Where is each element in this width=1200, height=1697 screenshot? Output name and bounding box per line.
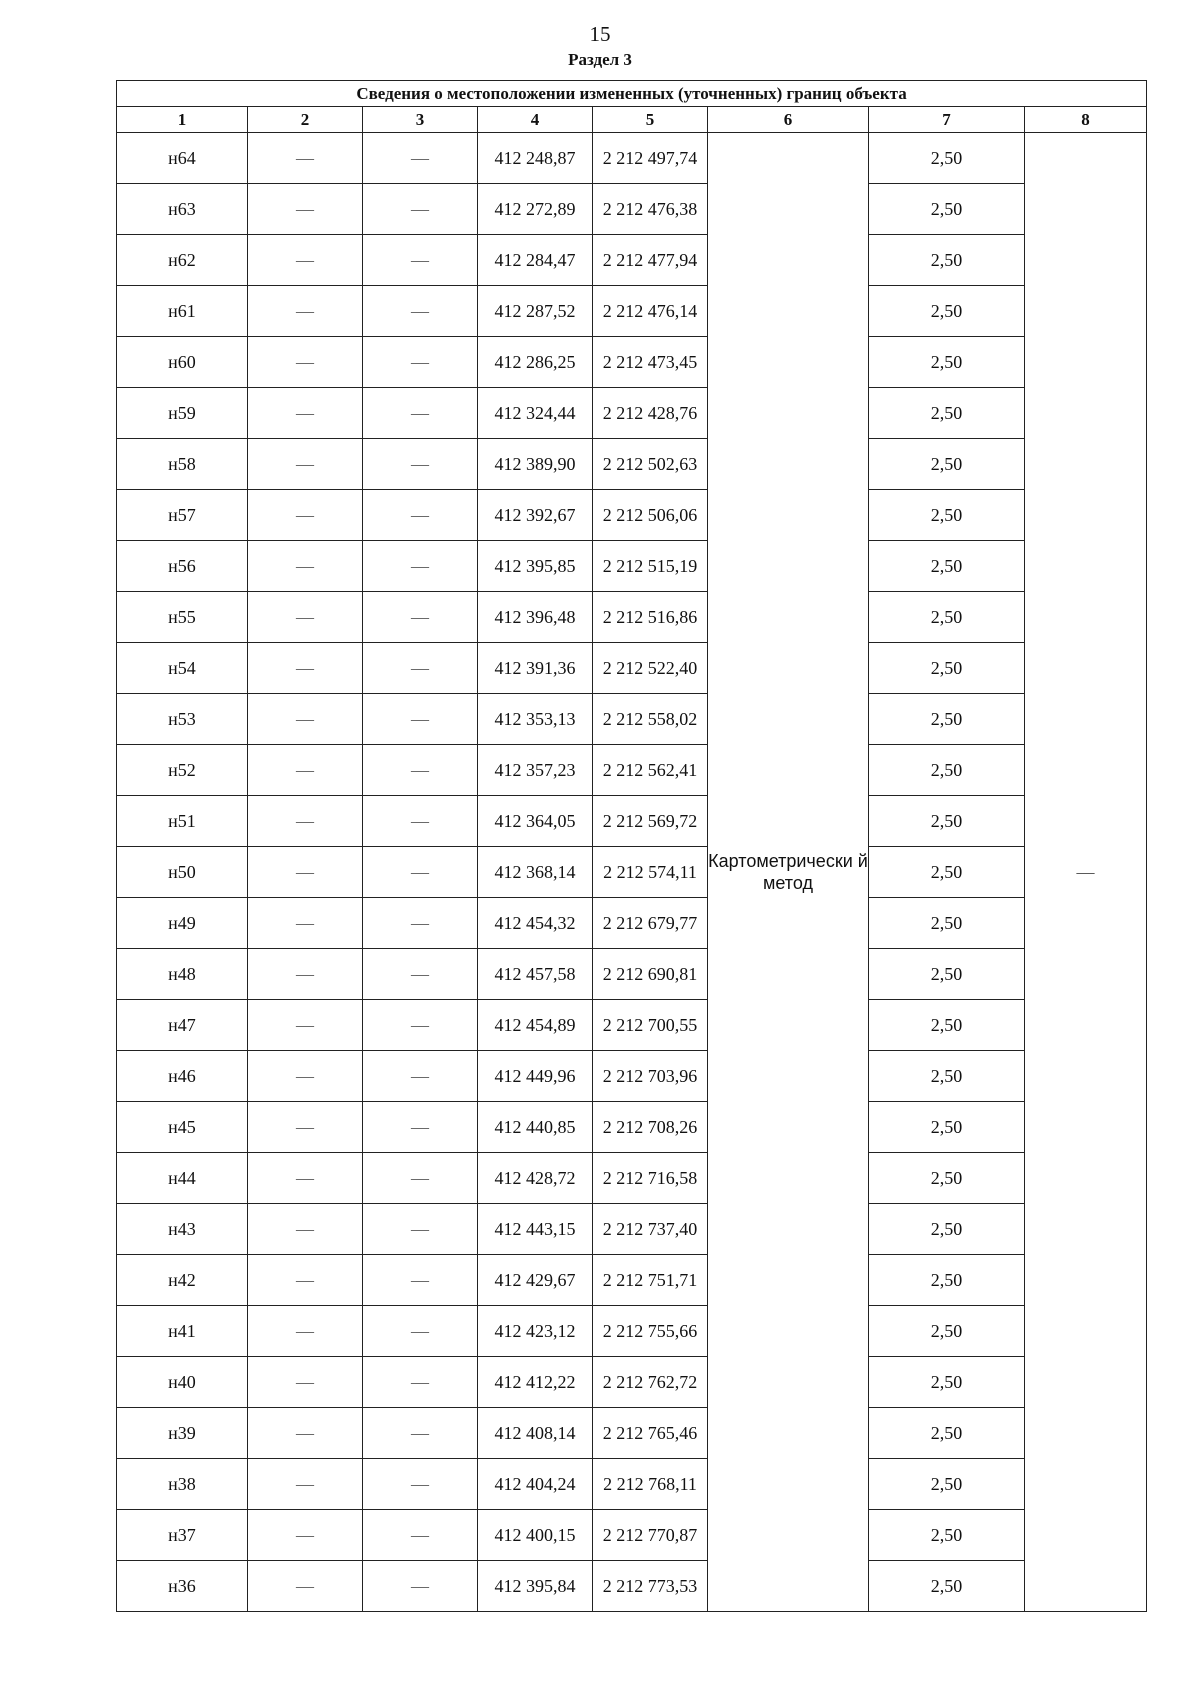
point-name: н43 bbox=[117, 1204, 248, 1255]
y-coordinate: 2 212 768,11 bbox=[593, 1459, 708, 1510]
x-coordinate: 412 440,85 bbox=[478, 1102, 593, 1153]
column-3-value: — bbox=[363, 1153, 478, 1204]
column-3-value: — bbox=[363, 1204, 478, 1255]
point-name: н50 bbox=[117, 847, 248, 898]
y-coordinate: 2 212 476,38 bbox=[593, 184, 708, 235]
x-coordinate: 412 392,67 bbox=[478, 490, 593, 541]
column-2-value: — bbox=[248, 847, 363, 898]
x-coordinate: 412 324,44 bbox=[478, 388, 593, 439]
column-3-value: — bbox=[363, 1459, 478, 1510]
y-coordinate: 2 212 700,55 bbox=[593, 1000, 708, 1051]
y-coordinate: 2 212 502,63 bbox=[593, 439, 708, 490]
column-2-value: — bbox=[248, 1000, 363, 1051]
y-coordinate: 2 212 773,53 bbox=[593, 1561, 708, 1612]
table-row bbox=[117, 1102, 1147, 1153]
y-coordinate: 2 212 708,26 bbox=[593, 1102, 708, 1153]
point-name: н59 bbox=[117, 388, 248, 439]
y-coordinate: 2 212 477,94 bbox=[593, 235, 708, 286]
table-row bbox=[117, 643, 1147, 694]
table-row bbox=[117, 235, 1147, 286]
x-coordinate: 412 404,24 bbox=[478, 1459, 593, 1510]
column-2-value: — bbox=[248, 1153, 363, 1204]
precision-value: 2,50 bbox=[869, 337, 1025, 388]
y-coordinate: 2 212 690,81 bbox=[593, 949, 708, 1000]
column-number: 6 bbox=[708, 107, 869, 133]
column-3-value: — bbox=[363, 949, 478, 1000]
precision-value: 2,50 bbox=[869, 694, 1025, 745]
y-coordinate: 2 212 476,14 bbox=[593, 286, 708, 337]
column-2-value: — bbox=[248, 337, 363, 388]
column-2-value: — bbox=[248, 541, 363, 592]
precision-value: 2,50 bbox=[869, 1306, 1025, 1357]
y-coordinate: 2 212 473,45 bbox=[593, 337, 708, 388]
x-coordinate: 412 423,12 bbox=[478, 1306, 593, 1357]
column-number: 5 bbox=[593, 107, 708, 133]
y-coordinate: 2 212 751,71 bbox=[593, 1255, 708, 1306]
point-name: н46 bbox=[117, 1051, 248, 1102]
x-coordinate: 412 368,14 bbox=[478, 847, 593, 898]
table-caption: Сведения о местоположении измененных (уточненных) границ объекта bbox=[117, 81, 1147, 107]
precision-value: 2,50 bbox=[869, 541, 1025, 592]
column-3-value: — bbox=[363, 184, 478, 235]
y-coordinate: 2 212 569,72 bbox=[593, 796, 708, 847]
precision-value: 2,50 bbox=[869, 184, 1025, 235]
column-2-value: — bbox=[248, 1510, 363, 1561]
column-3-value: — bbox=[363, 847, 478, 898]
x-coordinate: 412 353,13 bbox=[478, 694, 593, 745]
y-coordinate: 2 212 755,66 bbox=[593, 1306, 708, 1357]
precision-value: 2,50 bbox=[869, 1459, 1025, 1510]
column-3-value: — bbox=[363, 1102, 478, 1153]
table-row bbox=[117, 592, 1147, 643]
point-name: н61 bbox=[117, 286, 248, 337]
column-2-value: — bbox=[248, 1102, 363, 1153]
point-name: н55 bbox=[117, 592, 248, 643]
point-name: н48 bbox=[117, 949, 248, 1000]
column-2-value: — bbox=[248, 1255, 363, 1306]
x-coordinate: 412 357,23 bbox=[478, 745, 593, 796]
point-name: н39 bbox=[117, 1408, 248, 1459]
column-3-value: — bbox=[363, 1255, 478, 1306]
y-coordinate: 2 212 428,76 bbox=[593, 388, 708, 439]
table-row bbox=[117, 286, 1147, 337]
column-number: 2 bbox=[248, 107, 363, 133]
table-row bbox=[117, 745, 1147, 796]
method-cell: Картометрически й метод bbox=[708, 133, 869, 1612]
column-3-value: — bbox=[363, 1000, 478, 1051]
precision-value: 2,50 bbox=[869, 1102, 1025, 1153]
table-row bbox=[117, 184, 1147, 235]
y-coordinate: 2 212 522,40 bbox=[593, 643, 708, 694]
table-row bbox=[117, 796, 1147, 847]
table-row bbox=[117, 1255, 1147, 1306]
precision-value: 2,50 bbox=[869, 847, 1025, 898]
point-name: н47 bbox=[117, 1000, 248, 1051]
column-2-value: — bbox=[248, 1051, 363, 1102]
precision-value: 2,50 bbox=[869, 796, 1025, 847]
x-coordinate: 412 286,25 bbox=[478, 337, 593, 388]
column-2-value: — bbox=[248, 1306, 363, 1357]
precision-value: 2,50 bbox=[869, 898, 1025, 949]
precision-value: 2,50 bbox=[869, 1000, 1025, 1051]
table-row bbox=[117, 541, 1147, 592]
precision-value: 2,50 bbox=[869, 235, 1025, 286]
point-name: н52 bbox=[117, 745, 248, 796]
column-number: 1 bbox=[117, 107, 248, 133]
column-number-row bbox=[117, 107, 1147, 133]
column-3-value: — bbox=[363, 133, 478, 184]
column-3-value: — bbox=[363, 286, 478, 337]
column-2-value: — bbox=[248, 490, 363, 541]
column-2-value: — bbox=[248, 898, 363, 949]
y-coordinate: 2 212 770,87 bbox=[593, 1510, 708, 1561]
precision-value: 2,50 bbox=[869, 592, 1025, 643]
precision-value: 2,50 bbox=[869, 388, 1025, 439]
point-name: н62 bbox=[117, 235, 248, 286]
column-3-value: — bbox=[363, 388, 478, 439]
point-name: н38 bbox=[117, 1459, 248, 1510]
x-coordinate: 412 429,67 bbox=[478, 1255, 593, 1306]
y-coordinate: 2 212 762,72 bbox=[593, 1357, 708, 1408]
column-2-value: — bbox=[248, 592, 363, 643]
boundary-coordinates-table bbox=[116, 80, 1147, 1612]
y-coordinate: 2 212 506,06 bbox=[593, 490, 708, 541]
x-coordinate: 412 272,89 bbox=[478, 184, 593, 235]
column-3-value: — bbox=[363, 1306, 478, 1357]
column-number: 4 bbox=[478, 107, 593, 133]
table-row bbox=[117, 1357, 1147, 1408]
column-2-value: — bbox=[248, 1408, 363, 1459]
page-number: 15 bbox=[589, 22, 611, 46]
x-coordinate: 412 400,15 bbox=[478, 1510, 593, 1561]
y-coordinate: 2 212 703,96 bbox=[593, 1051, 708, 1102]
precision-value: 2,50 bbox=[869, 439, 1025, 490]
precision-value: 2,50 bbox=[869, 490, 1025, 541]
column-3-value: — bbox=[363, 694, 478, 745]
x-coordinate: 412 443,15 bbox=[478, 1204, 593, 1255]
column-2-value: — bbox=[248, 388, 363, 439]
x-coordinate: 412 395,84 bbox=[478, 1561, 593, 1612]
x-coordinate: 412 287,52 bbox=[478, 286, 593, 337]
table-row bbox=[117, 847, 1147, 898]
point-name: н42 bbox=[117, 1255, 248, 1306]
column-2-value: — bbox=[248, 694, 363, 745]
column-3-value: — bbox=[363, 898, 478, 949]
column-3-value: — bbox=[363, 490, 478, 541]
x-coordinate: 412 408,14 bbox=[478, 1408, 593, 1459]
column-2-value: — bbox=[248, 1204, 363, 1255]
table-row bbox=[117, 439, 1147, 490]
x-coordinate: 412 454,89 bbox=[478, 1000, 593, 1051]
point-name: н40 bbox=[117, 1357, 248, 1408]
column-2-value: — bbox=[248, 745, 363, 796]
column-3-value: — bbox=[363, 1051, 478, 1102]
precision-value: 2,50 bbox=[869, 1153, 1025, 1204]
x-coordinate: 412 449,96 bbox=[478, 1051, 593, 1102]
precision-value: 2,50 bbox=[869, 643, 1025, 694]
precision-value: 2,50 bbox=[869, 286, 1025, 337]
precision-value: 2,50 bbox=[869, 1204, 1025, 1255]
column-3-value: — bbox=[363, 1561, 478, 1612]
column-2-value: — bbox=[248, 439, 363, 490]
point-name: н41 bbox=[117, 1306, 248, 1357]
precision-value: 2,50 bbox=[869, 745, 1025, 796]
table-row bbox=[117, 1408, 1147, 1459]
point-name: н37 bbox=[117, 1510, 248, 1561]
column-2-value: — bbox=[248, 1357, 363, 1408]
column-2-value: — bbox=[248, 184, 363, 235]
table-row bbox=[117, 388, 1147, 439]
y-coordinate: 2 212 562,41 bbox=[593, 745, 708, 796]
x-coordinate: 412 248,87 bbox=[478, 133, 593, 184]
column-2-value: — bbox=[248, 1459, 363, 1510]
column-3-value: — bbox=[363, 1357, 478, 1408]
table-row bbox=[117, 694, 1147, 745]
x-coordinate: 412 396,48 bbox=[478, 592, 593, 643]
column-2-value: — bbox=[248, 1561, 363, 1612]
point-name: н63 bbox=[117, 184, 248, 235]
x-coordinate: 412 412,22 bbox=[478, 1357, 593, 1408]
y-coordinate: 2 212 558,02 bbox=[593, 694, 708, 745]
table-row bbox=[117, 1153, 1147, 1204]
point-name: н36 bbox=[117, 1561, 248, 1612]
y-coordinate: 2 212 497,74 bbox=[593, 133, 708, 184]
column-2-value: — bbox=[248, 643, 363, 694]
column-3-value: — bbox=[363, 235, 478, 286]
table-row bbox=[117, 1000, 1147, 1051]
y-coordinate: 2 212 679,77 bbox=[593, 898, 708, 949]
column-3-value: — bbox=[363, 439, 478, 490]
table-row bbox=[117, 1051, 1147, 1102]
x-coordinate: 412 457,58 bbox=[478, 949, 593, 1000]
point-name: н54 bbox=[117, 643, 248, 694]
table-row bbox=[117, 1561, 1147, 1612]
column-3-value: — bbox=[363, 643, 478, 694]
point-name: н44 bbox=[117, 1153, 248, 1204]
precision-value: 2,50 bbox=[869, 1255, 1025, 1306]
point-name: н53 bbox=[117, 694, 248, 745]
column-2-value: — bbox=[248, 796, 363, 847]
column-3-value: — bbox=[363, 337, 478, 388]
column-3-value: — bbox=[363, 745, 478, 796]
table-row bbox=[117, 1306, 1147, 1357]
table-row bbox=[117, 133, 1147, 184]
column-3-value: — bbox=[363, 796, 478, 847]
table-row bbox=[117, 898, 1147, 949]
y-coordinate: 2 212 574,11 bbox=[593, 847, 708, 898]
x-coordinate: 412 428,72 bbox=[478, 1153, 593, 1204]
column-3-value: — bbox=[363, 1408, 478, 1459]
point-name: н64 bbox=[117, 133, 248, 184]
precision-value: 2,50 bbox=[869, 1510, 1025, 1561]
column-2-value: — bbox=[248, 133, 363, 184]
x-coordinate: 412 389,90 bbox=[478, 439, 593, 490]
point-name: н56 bbox=[117, 541, 248, 592]
column-2-value: — bbox=[248, 235, 363, 286]
point-name: н49 bbox=[117, 898, 248, 949]
section-title: Раздел 3 bbox=[568, 50, 632, 69]
precision-value: 2,50 bbox=[869, 1408, 1025, 1459]
table-row bbox=[117, 337, 1147, 388]
y-coordinate: 2 212 515,19 bbox=[593, 541, 708, 592]
column-2-value: — bbox=[248, 949, 363, 1000]
column-number: 8 bbox=[1025, 107, 1147, 133]
column-8-value: — bbox=[1025, 133, 1147, 1612]
x-coordinate: 412 391,36 bbox=[478, 643, 593, 694]
y-coordinate: 2 212 516,86 bbox=[593, 592, 708, 643]
point-name: н58 bbox=[117, 439, 248, 490]
column-3-value: — bbox=[363, 1510, 478, 1561]
y-coordinate: 2 212 737,40 bbox=[593, 1204, 708, 1255]
table-row bbox=[117, 1204, 1147, 1255]
precision-value: 2,50 bbox=[869, 949, 1025, 1000]
column-2-value: — bbox=[248, 286, 363, 337]
column-number: 7 bbox=[869, 107, 1025, 133]
precision-value: 2,50 bbox=[869, 1051, 1025, 1102]
point-name: н45 bbox=[117, 1102, 248, 1153]
precision-value: 2,50 bbox=[869, 133, 1025, 184]
table-body bbox=[117, 133, 1147, 1612]
table-row bbox=[117, 1459, 1147, 1510]
x-coordinate: 412 454,32 bbox=[478, 898, 593, 949]
point-name: н60 bbox=[117, 337, 248, 388]
x-coordinate: 412 395,85 bbox=[478, 541, 593, 592]
y-coordinate: 2 212 716,58 bbox=[593, 1153, 708, 1204]
x-coordinate: 412 284,47 bbox=[478, 235, 593, 286]
point-name: н51 bbox=[117, 796, 248, 847]
column-3-value: — bbox=[363, 541, 478, 592]
precision-value: 2,50 bbox=[869, 1357, 1025, 1408]
point-name: н57 bbox=[117, 490, 248, 541]
table-row bbox=[117, 1510, 1147, 1561]
column-3-value: — bbox=[363, 592, 478, 643]
precision-value: 2,50 bbox=[869, 1561, 1025, 1612]
x-coordinate: 412 364,05 bbox=[478, 796, 593, 847]
column-number: 3 bbox=[363, 107, 478, 133]
table-row bbox=[117, 490, 1147, 541]
y-coordinate: 2 212 765,46 bbox=[593, 1408, 708, 1459]
table-row bbox=[117, 949, 1147, 1000]
